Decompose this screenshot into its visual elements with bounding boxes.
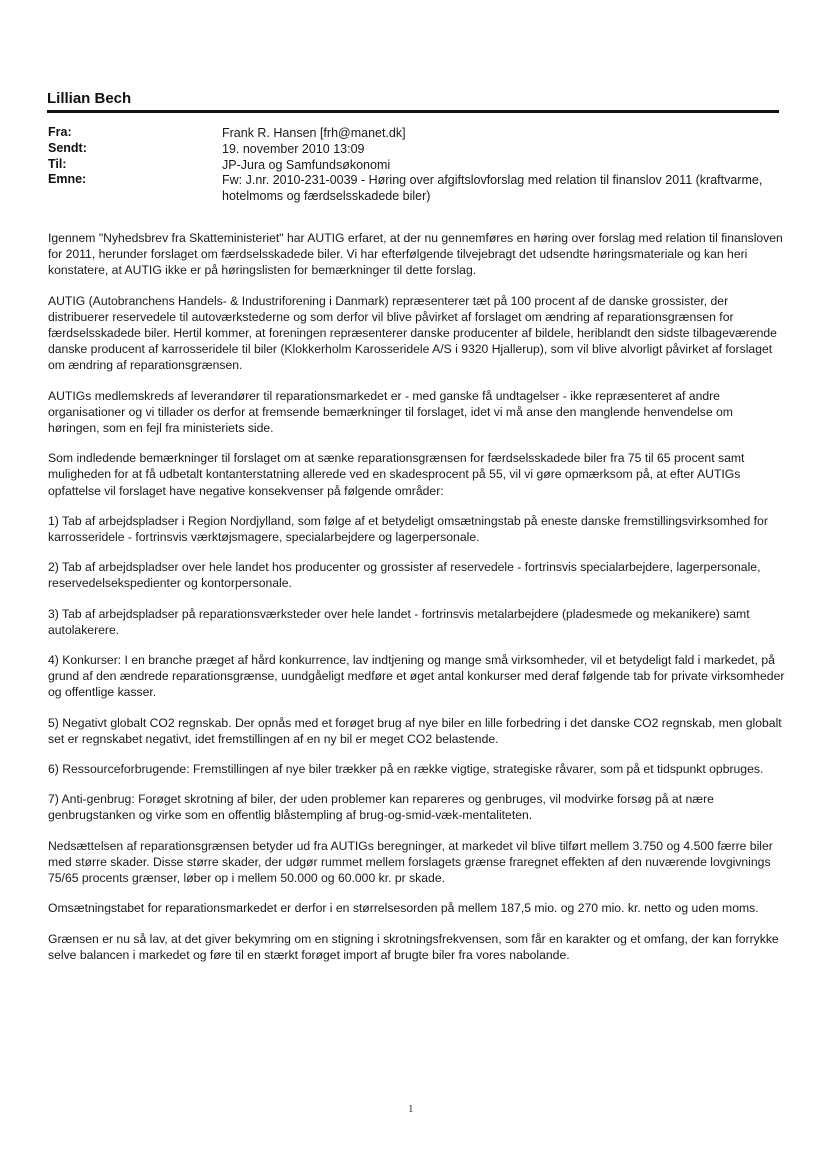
from-label: Fra: [48,125,72,139]
list-item: 5) Negativt globalt CO2 regnskab. Der opnås med et forøget brug af nye biler en lille forbedring i det danske CO2 regnskab, men globalt set er regnskabet negativt, idet fremstillingen af en ny bil er meget CO2 belastende. [48,715,782,746]
page-number: 1 [408,1103,414,1115]
from-value: Frank R. Hansen [frh@manet.dk] [222,126,406,140]
body-paragraph: Nedsættelsen af reparationsgrænsen betyder ud fra AUTIGs beregninger, at markedet vil blive tilført mellem 3.750 og 4.500 færre biler med større skader. Disse større skader, der udgør rummet mellem forslagets grænse fraregnet effekten af den nuværende lovgivnings 75/65 procents grænser, løber op i mellem 50.000 og 60.000 kr. pr skade. [48,838,773,886]
list-item: 7) Anti-genbrug: Forøget skrotning af biler, der uden problemer kan repareres og genbruges, vil modvirke forsøg på at nære genbrugstanken og virke som en offentlig blåstempling af brug-og-smid-væk-mentaliteten. [48,792,714,823]
body-paragraph: Omsætningstabet for reparationsmarkedet er derfor i en størrelsesorden på mellem 187,5 mio. og 270 mio. kr. netto og uden moms. [48,901,759,916]
email-body [48,230,786,977]
body-paragraph: AUTIGs medlemskreds af leverandører til reparationsmarkedet er - med ganske få undtagelser - ikke repræsenteret af andre organisationer og vi tillader os derfor at fremsende bemærkninger til forslaget, idet vi må anse den manglende henvendelse om høringen, som en fejl fra ministeriets side. [48,388,733,436]
list-item: 4) Konkurser: I en branche præget af hård konkurrence, lav indtjening og mange små virksomheder, vil et betydeligt fald i markedet, på grund af den ændrede reparationsgrænse, uundgåeligt medføre et øget antal konkurser med deraf følgende tab for private virksomheder og offentlige kasser. [48,653,785,700]
subject-value: Fw: J.nr. 2010-231-0039 - Høring over afgiftslovforslag med relation til finanslov 2011 (kraftvarme, hotelmoms og færdselsskadede biler) [222,173,763,203]
subject-label: Emne: [48,172,87,186]
body-paragraph: Igennem "Nyhedsbrev fra Skatteministeriet" har AUTIG erfaret, at der nu gennemføres en høring over forslag med relation til finansloven for 2011, herunder forslaget om færdselsskadede biler. Vi har efterfølgende tilvejebragt det udsendte høringsmateriale og kan heri konstatere, at AUTIG ikke er på høringslisten for bemærkninger til dette forslag. [48,231,783,278]
body-paragraph: AUTIG (Autobranchens Handels- & Industriforening i Danmark) repræsenterer tæt på 100 procent af de danske grossister, der distribuerer reservedele til autoværkstederne og som derfor vil blive påvirket af forslaget om ændring af reparationsgrænsen for færdselsskadede biler. Hertil kommer, at foreningen repræsenterer danske producenter af bildele, heriblandt den sidste tilbageværende danske producent af karrosseridele til biler (Klokkerholm Karosseridele A/S i 9320 Hjallerup), som vil blive alvorligt påvirket af forslaget om ændring af reparationsgrænsen. [48,293,777,373]
sender-name: Lillian Bech [47,90,132,107]
list-item: 6) Ressourceforbrugende: Fremstillingen af nye biler trækker på en række vigtige, strategiske råvarer, som på et tidspunkt opbruges. [48,762,764,777]
sent-label: Sendt: [48,141,87,155]
list-item: 2) Tab af arbejdspladser over hele landet hos producenter og grossister af reservedele - fortrinsvis specialarbejdere, lagerpersonale, reservedelsekspedienter og kontorpersonale. [48,560,761,591]
body-paragraph: Som indledende bemærkninger til forslaget om at sænke reparationsgrænsen for færdselsskadede biler fra 75 til 65 procent samt muligheden for at få udbetalt kontanterstatning allerede ved en skadesprocent på 55, vil vi gøre opmærksom på, at efter AUTIGs opfattelse vil forslaget have negative konsekvenser på følgende områder: [48,451,745,498]
to-value: JP-Jura og Samfundsøkonomi [222,158,391,172]
list-item: 3) Tab af arbejdspladser på reparationsværksteder over hele landet - fortrinsvis metalarbejdere (pladesmede og mekanikere) samt autolakerere. [48,606,750,637]
body-paragraph: Grænsen er nu så lav, at det giver bekymring om en stigning i skrotningsfrekvensen, som får en karakter og et omfang, der kan forrykke selve balancen i markedet og føre til en stærkt forøget import af brugte biler fra vores nabolande. [48,931,779,962]
to-label: Til: [48,157,67,171]
list-item: 1) Tab af arbejdspladser i Region Nordjylland, som følge af et betydeligt omsætningstab på eneste danske fremstillingsvirksomhed for karrosseridele - fortrinsvis værktøjsmagere, specialarbejdere og lagerpersonale. [48,513,768,545]
sent-value: 19. november 2010 13:09 [222,142,365,156]
header-rule [47,110,779,113]
